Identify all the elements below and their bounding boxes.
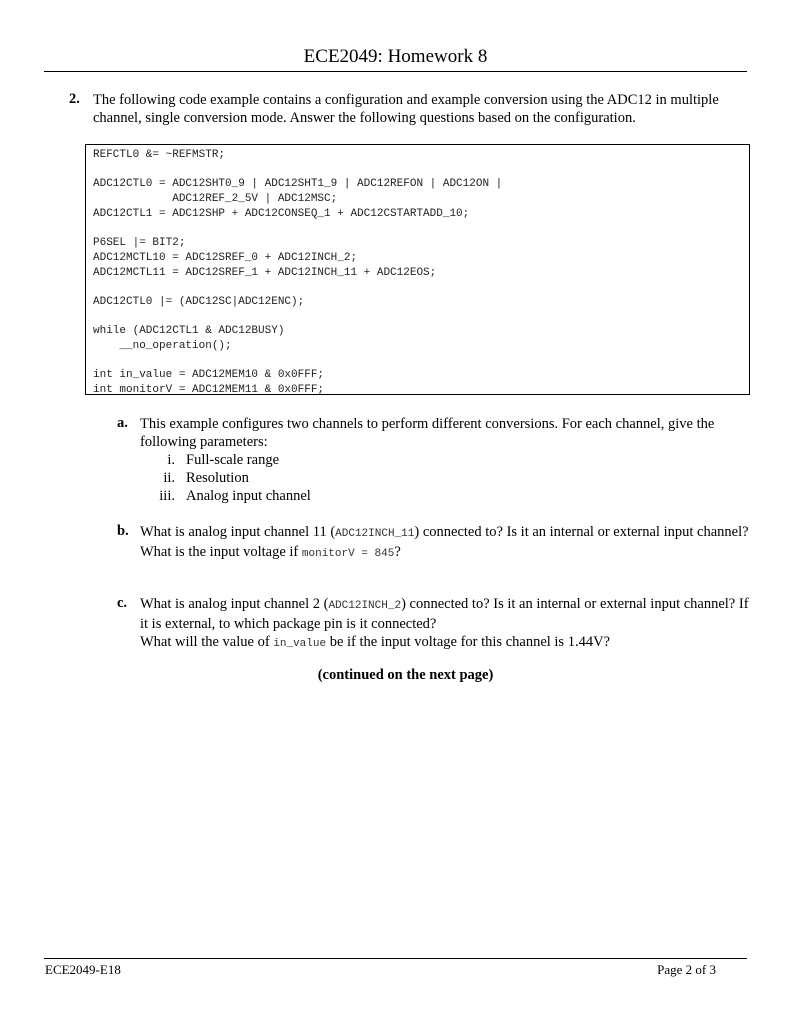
part-c-letter: c. [117,595,128,611]
part-b-line2-post: ? [394,544,401,560]
page-header-title: ECE2049: Homework 8 [303,46,488,67]
part-c-text [140,595,755,653]
footer-course-code: ECE2049-E18 [45,962,121,977]
code-line: while (ADC12CTL1 & ADC12BUSY) [93,325,285,338]
part-b-line1-code: ADC12INCH_11 [335,528,415,540]
code-line: ADC12REF_2_5V | ADC12MSC; [93,193,338,206]
part-c-line1-code: ADC12INCH_2 [328,600,402,612]
code-line: ADC12CTL1 = ADC12SHP + ADC12CONSEQ_1 + ADC12CSTARTADD_10; [93,207,470,220]
list-item-number: i. [167,452,175,468]
list-item-number: ii. [163,470,175,486]
list-item-text: Analog input channel [186,488,311,504]
part-c-line1-pre: What is analog input channel 2 ( [140,596,329,612]
code-line: REFCTL0 &= ~REFMSTR; [93,149,226,161]
code-line: ADC12CTL0 |= (ADC12SC|ADC12ENC); [93,295,305,308]
part-b-line2-code: monitorV = 845 [301,548,395,560]
code-line [93,310,742,325]
code-line [93,354,742,369]
footer-rule [44,958,747,959]
header-rule [44,71,747,72]
part-a-text: This example configures two channels to perform different conversions. For each channel, give the following parameters: [140,416,715,450]
part-c-line2-pre: What will the value of [140,634,274,650]
code-line: P6SEL |= BIT2; [93,237,186,250]
list-item-text: Resolution [186,470,249,486]
part-b-text [140,523,755,563]
part-b-line1-post: ) connected to? Is it an internal or external input channel? [414,524,749,540]
part-c-line1-post: ) connected to? Is it an internal or external input channel? If it is external, to which package pin is it connected? [140,596,749,632]
part-b-letter: b. [117,523,129,539]
part-c-line2-code: in_value [273,638,327,650]
code-line: ADC12MCTL10 = ADC12SREF_0 + ADC12INCH_2; [93,251,358,264]
code-line: int monitorV = ADC12MEM11 & 0x0FFF; [93,384,325,396]
code-line: ADC12MCTL11 = ADC12SREF_1 + ADC12INCH_11 + ADC12EOS; [93,266,437,279]
list-item-text: Full-scale range [186,452,280,468]
code-line: __no_operation(); [93,339,232,352]
footer-page-number: Page 2 of 3 [657,962,716,977]
part-c-line2-post: be if the input voltage for this channel is 1.44V? [326,634,610,650]
part-b-line2-pre: What is the input voltage if [140,544,302,560]
question-text: The following code example contains a configuration and example conversion using the ADC12 in multiple channel, single conversion mode. Answer the following questions based on the configuration. [93,92,719,126]
code-line [93,163,742,178]
question-number: 2. [69,91,80,107]
part-b-line1-pre: What is analog input channel 11 ( [140,524,336,540]
code-block [85,144,750,395]
code-line: ADC12CTL0 = ADC12SHT0_9 | ADC12SHT1_9 | ADC12REFON | ADC12ON | [93,178,503,191]
list-item-number: iii. [159,488,175,504]
code-line [93,221,742,236]
code-line: int in_value = ADC12MEM10 & 0x0FFF; [93,369,325,382]
continued-note: (continued on the next page) [317,667,494,683]
part-a-letter: a. [117,415,128,431]
code-line [93,280,742,295]
